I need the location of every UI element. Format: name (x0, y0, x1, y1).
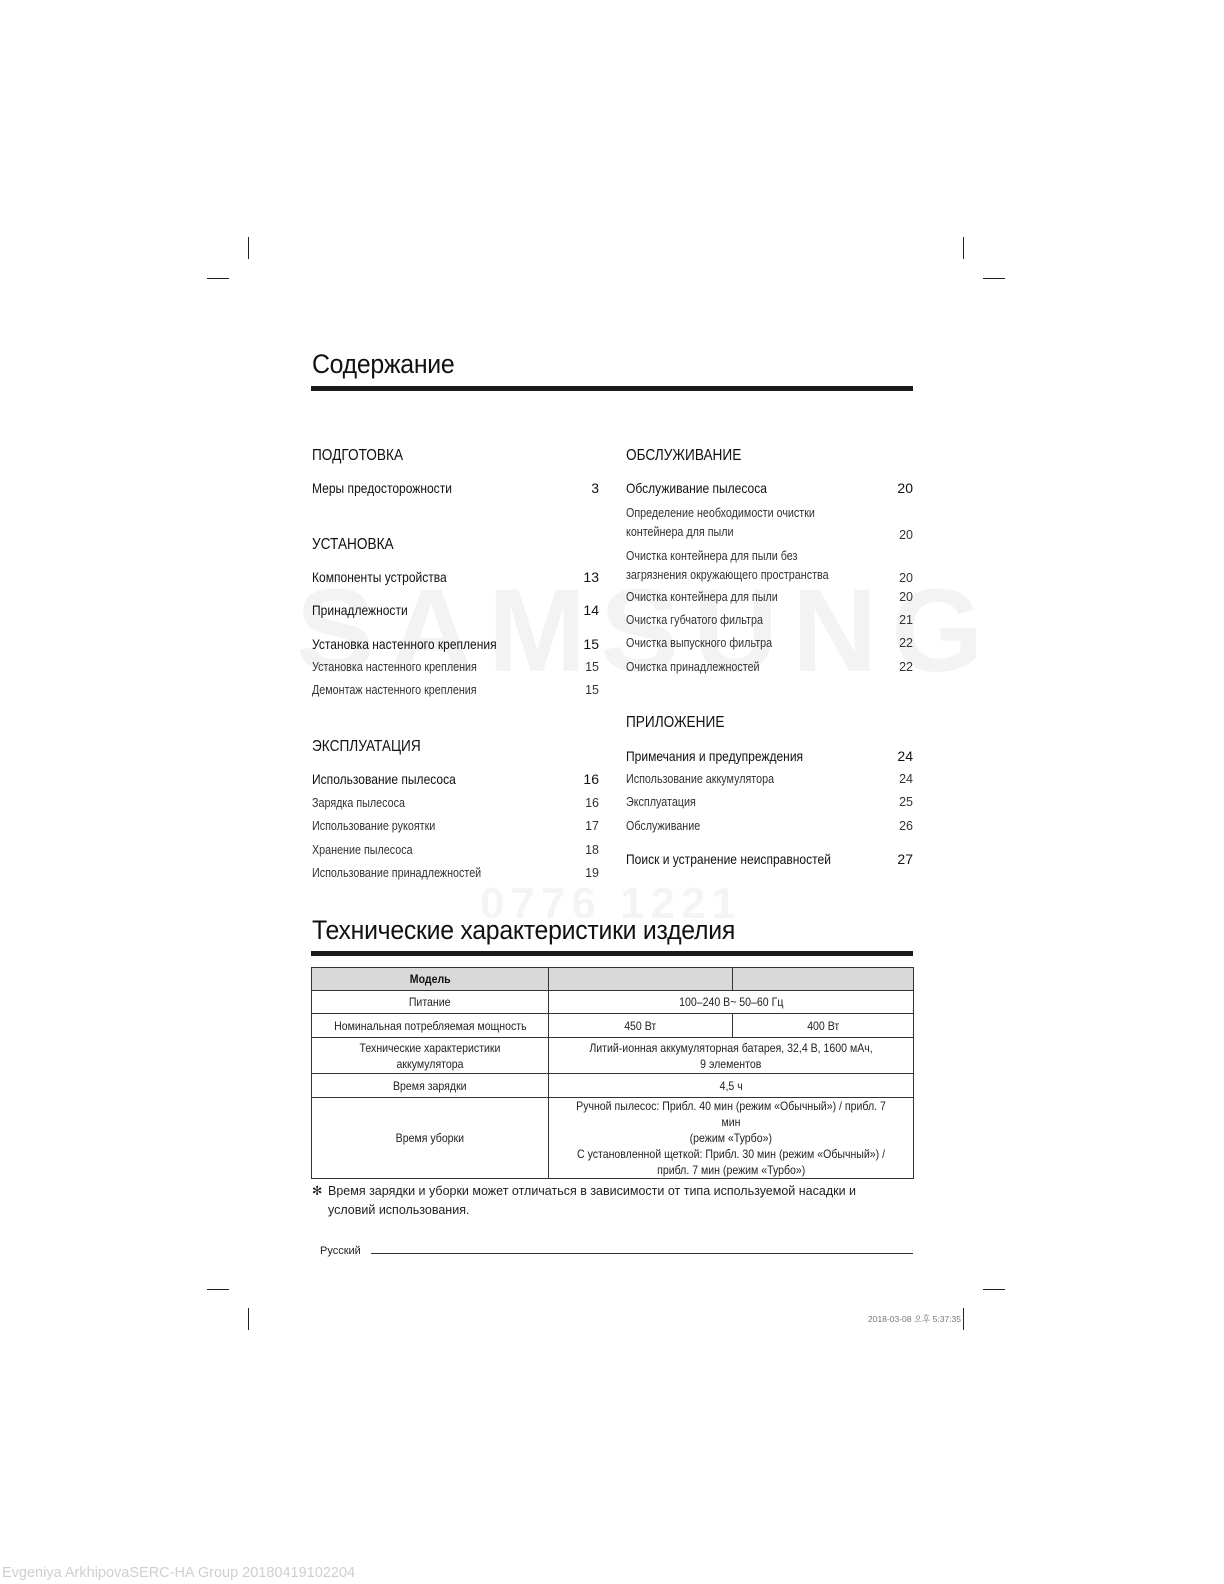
toc-entry-page: 24 (897, 748, 913, 764)
toc-entry-label: Очистка контейнера для пыли без загрязнения окружающего пространства (626, 549, 829, 582)
toc-entry-label: Обслуживание пылесоса (626, 480, 767, 496)
spec-row-value: Ручной пылесос: Прибл. 40 мин (режим «Обычный») / прибл. 7 мин (режим «Турбо») С установленной щеткой: Прибл. 30 мин (режим «Обычный») / прибл. 7 мин (режим «Турбо») (549, 1098, 914, 1179)
toc-entry-label: Меры предосторожности (312, 480, 452, 496)
toc-entry-page: 15 (585, 660, 599, 674)
toc-entry[interactable] (312, 660, 599, 674)
toc-entry-page: 24 (899, 772, 913, 786)
specs-rule (311, 951, 913, 956)
toc-entry-page: 16 (585, 796, 599, 810)
toc-entry-page: 20 (897, 480, 913, 496)
toc-entry[interactable] (626, 819, 913, 833)
toc-entry[interactable] (626, 772, 913, 786)
spec-row-label: Номинальная потребляемая мощность (312, 1014, 549, 1038)
toc-entry-label: Использование аккумулятора (626, 772, 775, 786)
toc-entry-page: 16 (583, 771, 599, 787)
toc-entry-label: Компоненты устройства (312, 569, 447, 585)
toc-entry[interactable] (626, 504, 913, 542)
spec-row-value: 400 Вт (733, 1014, 914, 1038)
document-tag: Evgeniya ArkhipovaSERC-HA Group 20180419102204 (2, 1565, 356, 1581)
toc-entry-label: Эксплуатация (626, 795, 696, 809)
toc-entry-page: 14 (583, 602, 599, 618)
spec-row-value: 100–240 В~ 50–60 Гц (549, 991, 914, 1014)
note-mark-icon: ✻ (312, 1184, 323, 1198)
toc-entry-page: 20 (899, 590, 913, 604)
toc-entry-page: 22 (899, 660, 913, 674)
toc-entry-page: 17 (585, 819, 599, 833)
crop-mark (983, 278, 1005, 279)
toc-entry-label: Очистка контейнера для пыли (626, 590, 778, 604)
toc-entry-page: 26 (899, 819, 913, 833)
toc-entry-page: 19 (585, 866, 599, 880)
spec-table (311, 967, 914, 1179)
section-heading: ЭКСПЛУАТАЦИЯ (312, 738, 421, 755)
spec-row-value: 450 Вт (549, 1014, 733, 1038)
crop-mark (963, 1308, 964, 1330)
toc-entry-label: Принадлежности (312, 602, 408, 618)
toc-entry-page: 15 (585, 683, 599, 697)
crop-mark (207, 1289, 229, 1290)
spec-row-label: Питание (312, 991, 549, 1014)
toc-entry-label: Хранение пылесоса (312, 843, 413, 857)
print-timestamp: 2018-03-08 오후 5:37:35 (868, 1314, 961, 1324)
toc-entry-label: Обслуживание (626, 819, 701, 833)
contents-title: Содержание (312, 349, 455, 379)
toc-entry-label: Определение необходимости очистки контейнера для пыли (626, 506, 815, 539)
toc-entry[interactable] (626, 636, 913, 650)
toc-entry[interactable] (626, 590, 913, 604)
spec-row-value: 4,5 ч (549, 1074, 914, 1098)
section-heading: ОБСЛУЖИВАНИЕ (626, 447, 742, 464)
crop-mark (207, 278, 229, 279)
toc-entry-label: Зарядка пылесоса (312, 796, 405, 810)
toc-entry[interactable] (312, 771, 599, 787)
toc-entry[interactable] (626, 660, 913, 674)
spec-row-label: Время зарядки (312, 1074, 549, 1098)
contents-rule (311, 386, 913, 391)
section-heading: ПОДГОТОВКА (312, 447, 404, 464)
spec-note (312, 1182, 872, 1220)
toc-entry-page: 25 (899, 795, 913, 809)
toc-entry-label: Очистка принадлежностей (626, 660, 760, 674)
toc-entry-label: Использование пылесоса (312, 771, 456, 787)
toc-entry[interactable] (312, 569, 599, 585)
spec-header-label: Модель (312, 968, 549, 991)
toc-entry[interactable] (626, 851, 913, 867)
toc-entry-label: Очистка выпускного фильтра (626, 636, 773, 650)
spec-row-value: Литий-ионная аккумуляторная батарея, 32,4 В, 1600 мАч, 9 элементов (549, 1038, 914, 1074)
toc-entry-label: Очистка губчатого фильтра (626, 613, 763, 627)
spec-header-model-b (733, 968, 914, 991)
spec-row-label: Технические характеристики аккумулятора (312, 1038, 549, 1074)
section-heading: УСТАНОВКА (312, 536, 394, 553)
spec-row-label: Время уборки (312, 1098, 549, 1179)
spec-header-model-a (549, 968, 733, 991)
toc-entry-label: Демонтаж настенного крепления (312, 683, 477, 697)
toc-entry-label: Использование принадлежностей (312, 866, 482, 880)
footer-language: Русский (320, 1245, 361, 1257)
toc-entry-page: 22 (899, 636, 913, 650)
toc-entry[interactable] (312, 602, 599, 618)
toc-entry[interactable] (626, 613, 913, 627)
toc-entry[interactable] (626, 480, 913, 496)
crop-mark (963, 237, 964, 259)
crop-mark (983, 1289, 1005, 1290)
toc-entry-page: 13 (583, 569, 599, 585)
toc-entry[interactable] (312, 683, 599, 697)
toc-entry-page: 18 (585, 843, 599, 857)
toc-entry-label: Примечания и предупреждения (626, 748, 804, 764)
toc-entry-page: 20 (899, 528, 913, 542)
toc-entry[interactable] (312, 636, 599, 652)
specs-title: Технические характеристики изделия (312, 915, 735, 945)
toc-entry-page: 3 (591, 480, 599, 496)
crop-mark (248, 237, 249, 259)
toc-entry-page: 21 (899, 613, 913, 627)
toc-entry-page: 20 (899, 571, 913, 585)
toc-entry-label: Установка настенного крепления (312, 636, 497, 652)
toc-entry[interactable] (312, 866, 599, 880)
toc-entry[interactable] (626, 547, 913, 585)
toc-entry[interactable] (312, 819, 599, 833)
toc-entry-label: Установка настенного крепления (312, 660, 477, 674)
toc-entry[interactable] (626, 748, 913, 764)
footer-rule (371, 1253, 913, 1254)
toc-entry[interactable] (626, 795, 913, 809)
toc-entry-label: Использование рукоятки (312, 819, 436, 833)
crop-mark (248, 1308, 249, 1330)
toc-entry[interactable] (312, 843, 599, 857)
toc-entry-label: Поиск и устранение неисправностей (626, 851, 831, 867)
spec-note-text: Время зарядки и уборки может отличаться в зависимости от типа используемой насадки и условий использования. (328, 1184, 857, 1217)
toc-entry-page: 27 (897, 851, 913, 867)
toc-entry[interactable] (312, 796, 599, 810)
toc-entry-page: 15 (583, 636, 599, 652)
section-heading: ПРИЛОЖЕНИЕ (626, 714, 725, 731)
toc-entry[interactable] (312, 480, 599, 496)
